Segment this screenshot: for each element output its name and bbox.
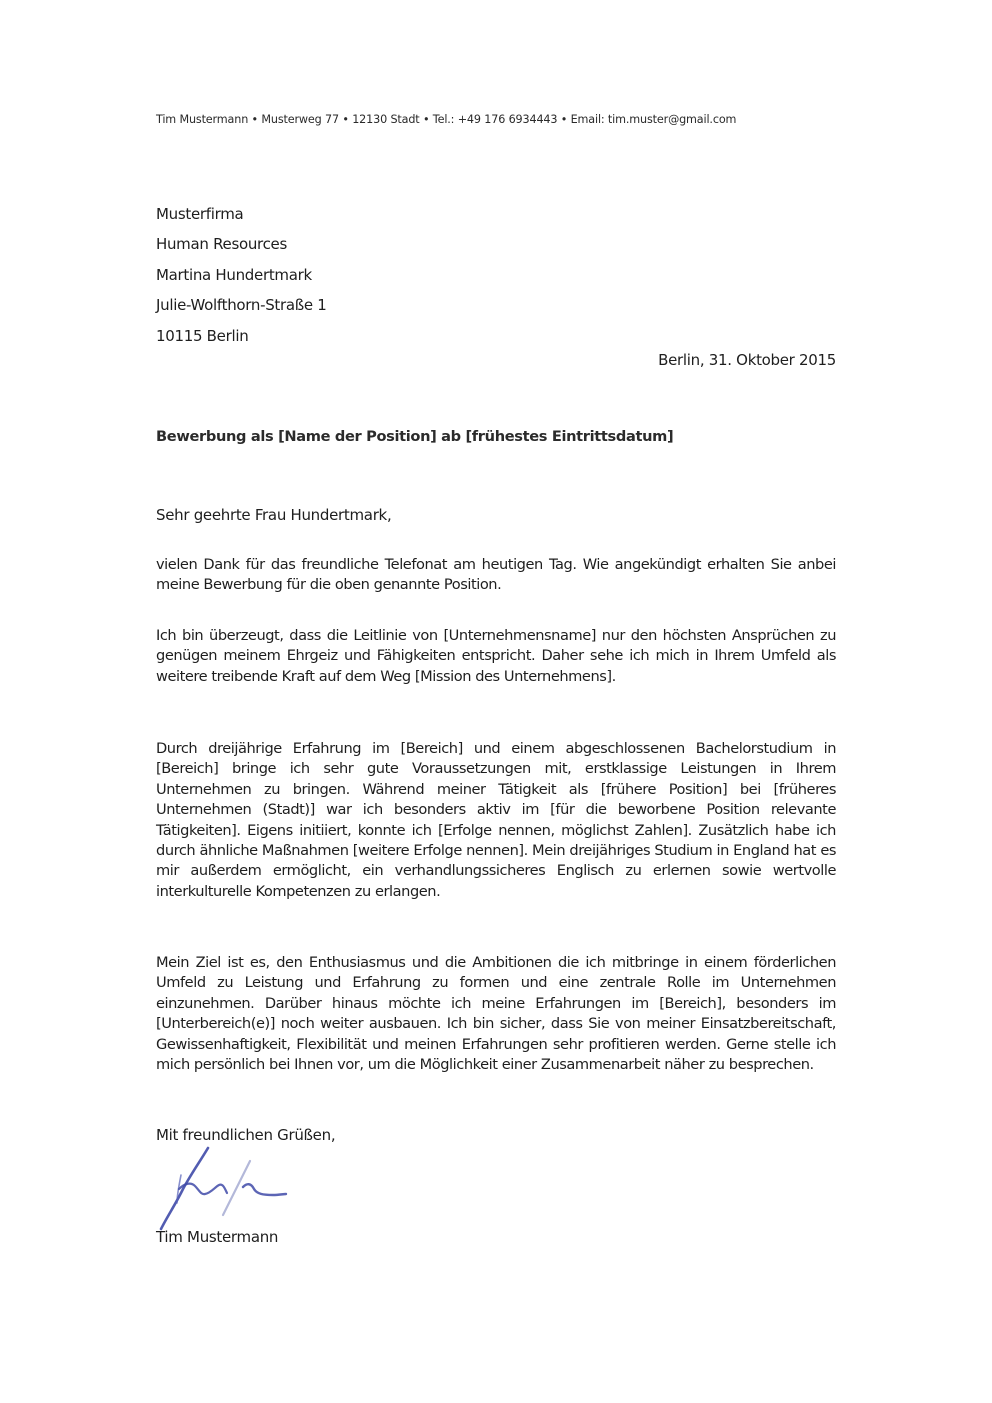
recipient-city: 10115 Berlin [156,326,249,345]
recipient-contact-person: Martina Hundertmark [156,265,312,284]
sender-address-line: Tim Mustermann • Musterweg 77 • 12130 Stadt • Tel.: +49 176 6934443 • Email: tim.muster@gmail.com [156,113,737,126]
recipient-street: Julie-Wolfthorn-Straße 1 [156,296,327,315]
letter-subject: Bewerbung als [Name der Position] ab [frühestes Eintrittsdatum] [156,428,674,445]
recipient-company: Musterfirma [156,205,244,223]
body-paragraph-3: Durch dreijährige Erfahrung im [Bereich] und einem abgeschlossenen Bachelorstudium in [Bereich] bringe ich sehr gute Voraussetzungen mit, erstklassige Leistungen in Ihrem Unternehmen zu bringen. Während meiner Tätigkeit als [frühere Position] bei [früheres Unternehmen (Stadt)] war ich besonders aktiv im [für die beworbene Position relevante Tätigkeiten]. Eigens initiiert, konnte ich [Erfolge nennen, möglichst Zahlen]. Zusätzlich habe ich durch ähnliche Maßnahmen [weitere Erfolge nennen]. Mein dreijähriges Studium in England hat es mir außerdem ermöglicht, ein verhandlungssicheres Englisch zu erlernen sowie wertvolle interkulturelle Kompetenzen zu erlangen. [156,740,836,900]
recipient-department: Human Resources [156,235,287,254]
recipient-address-block [156,199,327,351]
letter-date: Berlin, 31. Oktober 2015 [658,351,836,369]
signature-icon [155,1145,295,1235]
salutation: Sehr geehrte Frau Hundertmark, [156,506,392,524]
signer-name: Tim Mustermann [156,1228,279,1246]
body-paragraph-1: vielen Dank für das freundliche Telefonat am heutigen Tag. Wie angekündigt erhalten Sie anbei meine Bewerbung für die oben genannte Position. [156,556,836,594]
body-paragraph-4: Mein Ziel ist es, den Enthusiasmus und die Ambitionen die ich mitbringe in einem förderlichen Umfeld zu Leistung und Erfahrung zu formen und eine zentrale Rolle im Unternehmen einzunehmen. Darüber hinaus möchte ich meine Erfahrungen im [Bereich], besonders im [Unterbereich(e)] noch weiter ausbauen. Ich bin sicher, dass Sie von meiner Einsatzbereitschaft, Gewissenhaftigkeit, Flexibilität und meinen Erfahrungen sehr profitieren werden. Gerne stelle ich mich persönlich bei Ihnen vor, um die Möglichkeit einer Zusammenarbeit näher zu besprechen. [156,954,836,1074]
closing-phrase: Mit freundlichen Grüßen, [156,1126,336,1144]
body-paragraph-2: Ich bin überzeugt, dass die Leitlinie von [Unternehmensname] nur den höchsten Ansprüchen zu genügen meinem Ehrgeiz und Fähigkeiten entspricht. Daher sehe ich mich in Ihrem Umfeld als weitere treibende Kraft auf dem Weg [Mission des Unternehmens]. [156,627,836,685]
